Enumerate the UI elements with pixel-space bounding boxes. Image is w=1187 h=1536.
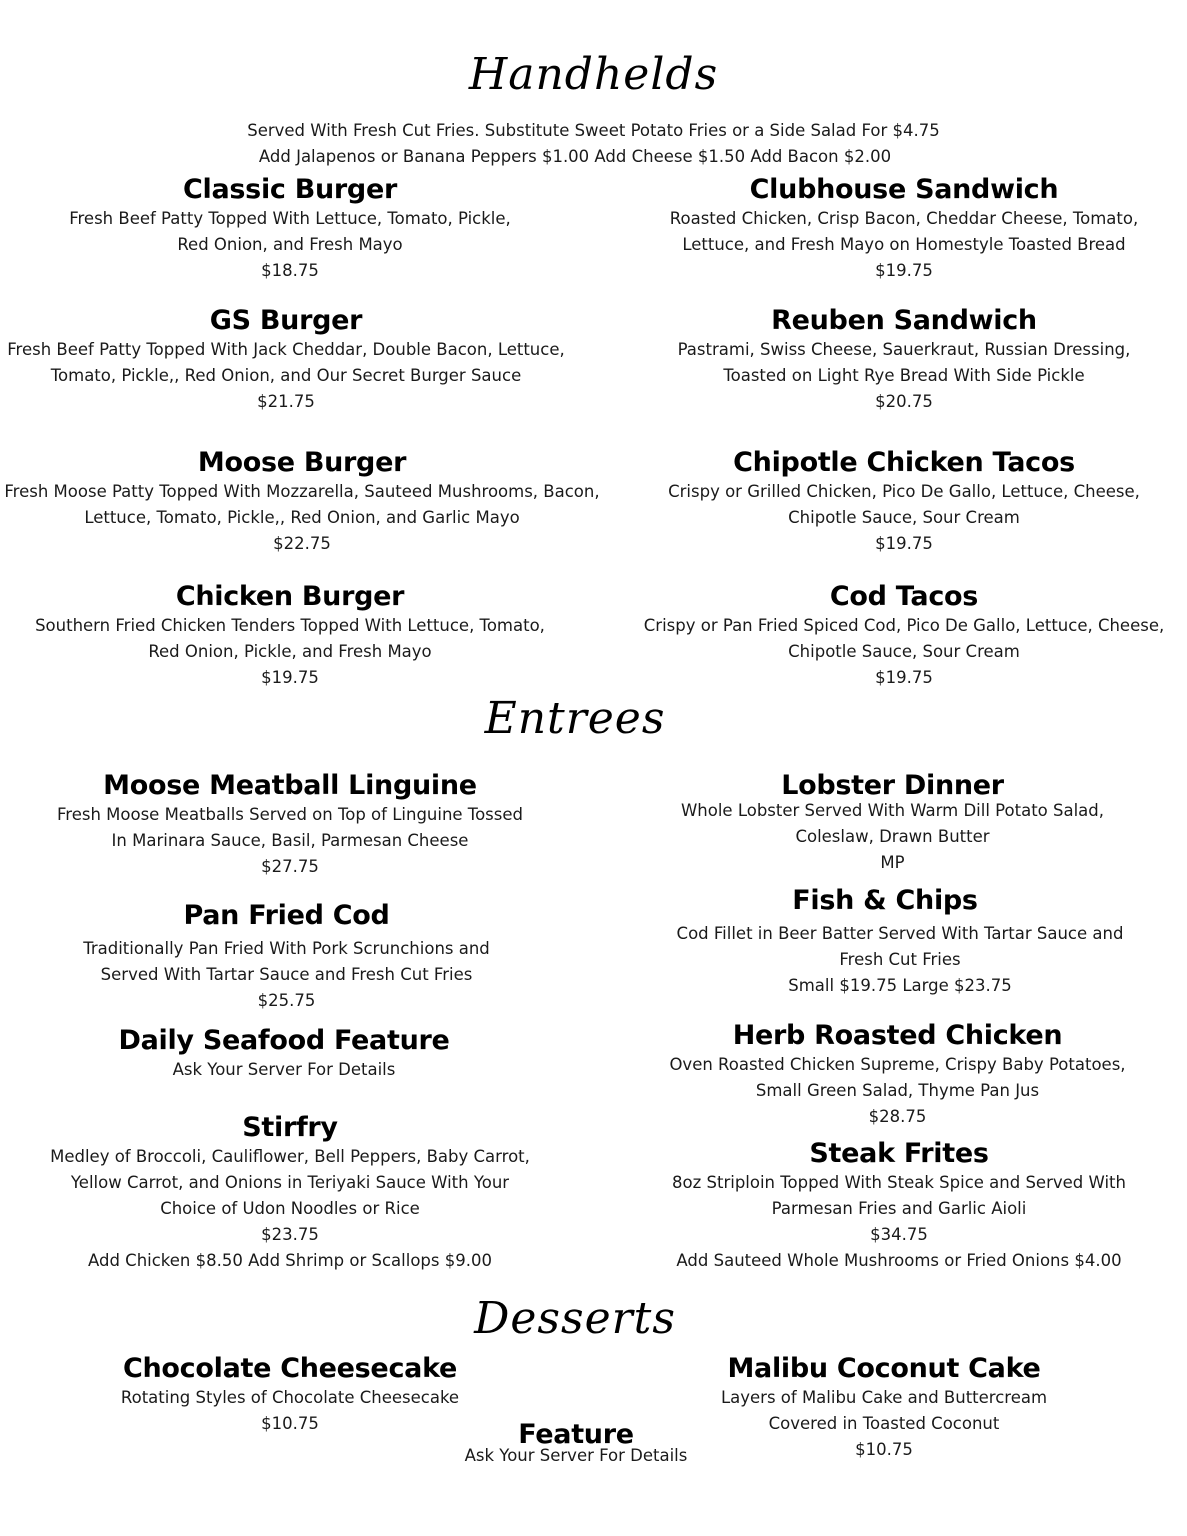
item-name: Moose Meatball Linguine: [103, 770, 477, 801]
menu-item: [0, 1025, 568, 1083]
menu-item: [610, 174, 1187, 284]
item-description: Whole Lobster Served With Warm Dill Potato Salad,: [680, 801, 1105, 820]
item-description: Crispy or Pan Fried Spiced Cod, Pico De Gallo, Lettuce, Cheese,: [643, 616, 1165, 635]
item-price: $18.75: [261, 261, 319, 280]
item-name: Clubhouse Sandwich: [749, 174, 1059, 205]
item-description: Roasted Chicken, Crisp Bacon, Cheddar Cheese, Tomato,: [669, 209, 1139, 228]
item-name: Pan Fried Cod: [183, 900, 390, 931]
item-description: Fresh Beef Patty Topped With Jack Cheddar, Double Bacon, Lettuce,: [7, 340, 565, 359]
menu-item: [610, 447, 1187, 557]
item-name: Classic Burger: [183, 174, 397, 205]
item-description: Pastrami, Swiss Cheese, Sauerkraut, Russian Dressing,: [677, 340, 1131, 359]
item-description: In Marinara Sauce, Basil, Parmesan Cheese: [111, 831, 469, 850]
menu-item: [0, 770, 580, 880]
item-price: $34.75: [870, 1225, 928, 1244]
item-description: Ask Your Server For Details: [172, 1060, 396, 1079]
item-description: Fresh Moose Patty Topped With Mozzarella, Sauteed Mushrooms, Bacon,: [4, 482, 600, 501]
menu-item: [400, 1420, 752, 1466]
item-description: Lettuce, Tomato, Pickle,, Red Onion, and Garlic Mayo: [84, 508, 520, 527]
item-description: Fresh Cut Fries: [839, 950, 961, 969]
item-name: Stirfry: [242, 1112, 338, 1143]
item-price: $19.75: [875, 534, 933, 553]
item-name: GS Burger: [209, 305, 363, 336]
item-description: Red Onion, Pickle, and Fresh Mayo: [148, 642, 432, 661]
item-name: Moose Burger: [197, 447, 407, 478]
menu-item: [0, 581, 580, 691]
menu-item: [610, 305, 1187, 415]
item-addons: Add Chicken $8.50 Add Shrimp or Scallops $9.00: [87, 1251, 492, 1270]
entrees-title: Entrees: [484, 693, 666, 744]
menu-item: [0, 174, 580, 284]
item-description: Tomato, Pickle,, Red Onion, and Our Secret Burger Sauce: [50, 366, 522, 385]
item-name: Cod Tacos: [829, 581, 979, 612]
item-price: MP: [880, 853, 905, 872]
item-name: Lobster Dinner: [781, 770, 1004, 801]
item-description: Small Green Salad, Thyme Pan Jus: [755, 1081, 1040, 1100]
item-description: Yellow Carrot, and Onions in Teriyaki Sauce With Your: [70, 1173, 510, 1192]
item-name: Reuben Sandwich: [771, 305, 1037, 336]
item-price: Small $19.75 Large $23.75: [788, 976, 1012, 995]
menu-item: [0, 305, 572, 415]
item-price: $19.75: [875, 668, 933, 687]
item-name: Chipotle Chicken Tacos: [733, 447, 1075, 478]
item-name: Feature: [518, 1419, 634, 1450]
item-name: Herb Roasted Chicken: [732, 1020, 1063, 1051]
item-description: Red Onion, and Fresh Mayo: [177, 235, 403, 254]
item-name: Chocolate Cheesecake: [122, 1353, 458, 1384]
item-addons: Add Sauteed Whole Mushrooms or Fried Onions $4.00: [676, 1251, 1122, 1270]
menu-item: [600, 1020, 1187, 1130]
item-price: $22.75: [273, 534, 331, 553]
item-description: Traditionally Pan Fried With Pork Scrunchions and: [83, 939, 490, 958]
menu-item: [0, 900, 573, 1014]
item-description: Medley of Broccoli, Cauliflower, Bell Peppers, Baby Carrot,: [50, 1147, 530, 1166]
item-description: Coleslaw, Drawn Butter: [795, 827, 990, 846]
menu-item: [600, 770, 1185, 876]
item-description: Choice of Udon Noodles or Rice: [160, 1199, 420, 1218]
item-description: Toasted on Light Rye Bread With Side Pickle: [723, 366, 1085, 385]
item-description: Ask Your Server For Details: [464, 1446, 688, 1465]
item-name: Chicken Burger: [175, 581, 405, 612]
menu-item: [600, 1138, 1187, 1274]
item-price: $27.75: [261, 857, 319, 876]
item-price: $19.75: [261, 668, 319, 687]
item-name: Daily Seafood Feature: [118, 1025, 450, 1056]
item-name: Fish & Chips: [792, 885, 978, 916]
item-name: Steak Frites: [809, 1138, 989, 1169]
item-description: Parmesan Fries and Garlic Aioli: [771, 1199, 1027, 1218]
item-price: $10.75: [261, 1414, 319, 1433]
item-price: $10.75: [855, 1440, 913, 1459]
item-description: Lettuce, and Fresh Mayo on Homestyle Toasted Bread: [682, 235, 1126, 254]
item-description: Cod Fillet in Beer Batter Served With Tartar Sauce and: [676, 924, 1124, 943]
menu-item: [600, 885, 1187, 999]
menu-item: [610, 581, 1187, 691]
item-description: Southern Fried Chicken Tenders Topped With Lettuce, Tomato,: [35, 616, 545, 635]
item-description: Fresh Moose Meatballs Served on Top of Linguine Tossed: [56, 805, 523, 824]
item-description: Chipotle Sauce, Sour Cream: [788, 508, 1020, 527]
handhelds-title: Handhelds: [468, 49, 719, 100]
item-description: Rotating Styles of Chocolate Cheesecake: [120, 1388, 460, 1407]
item-description: Layers of Malibu Cake and Buttercream: [720, 1388, 1048, 1407]
item-description: Fresh Beef Patty Topped With Lettuce, Tomato, Pickle,: [69, 209, 511, 228]
item-description: Covered in Toasted Coconut: [768, 1414, 1000, 1433]
item-price: $20.75: [875, 392, 933, 411]
desserts-title: Desserts: [474, 1293, 676, 1344]
item-description: Oven Roasted Chicken Supreme, Crispy Baby Potatoes,: [669, 1055, 1126, 1074]
item-price: $25.75: [257, 991, 316, 1010]
menu-item: [0, 1112, 580, 1274]
item-price: $28.75: [868, 1107, 927, 1126]
item-description: Crispy or Grilled Chicken, Pico De Gallo, Lettuce, Cheese,: [668, 482, 1140, 501]
item-description: 8oz Striploin Topped With Steak Spice and Served With: [672, 1173, 1126, 1192]
item-name: Malibu Coconut Cake: [727, 1353, 1041, 1384]
item-price: $19.75: [875, 261, 933, 280]
item-description: Served With Tartar Sauce and Fresh Cut Fries: [100, 965, 473, 984]
handhelds-note-addons: Add Jalapenos or Banana Peppers $1.00 Add Cheese $1.50 Add Bacon $2.00: [258, 147, 892, 166]
item-price: $21.75: [257, 392, 315, 411]
menu-item: [0, 447, 604, 557]
handhelds-note-sides: Served With Fresh Cut Fries. Substitute Sweet Potato Fries or a Side Salad For $4.75: [247, 121, 940, 140]
item-price: $23.75: [261, 1225, 319, 1244]
item-description: Chipotle Sauce, Sour Cream: [788, 642, 1020, 661]
